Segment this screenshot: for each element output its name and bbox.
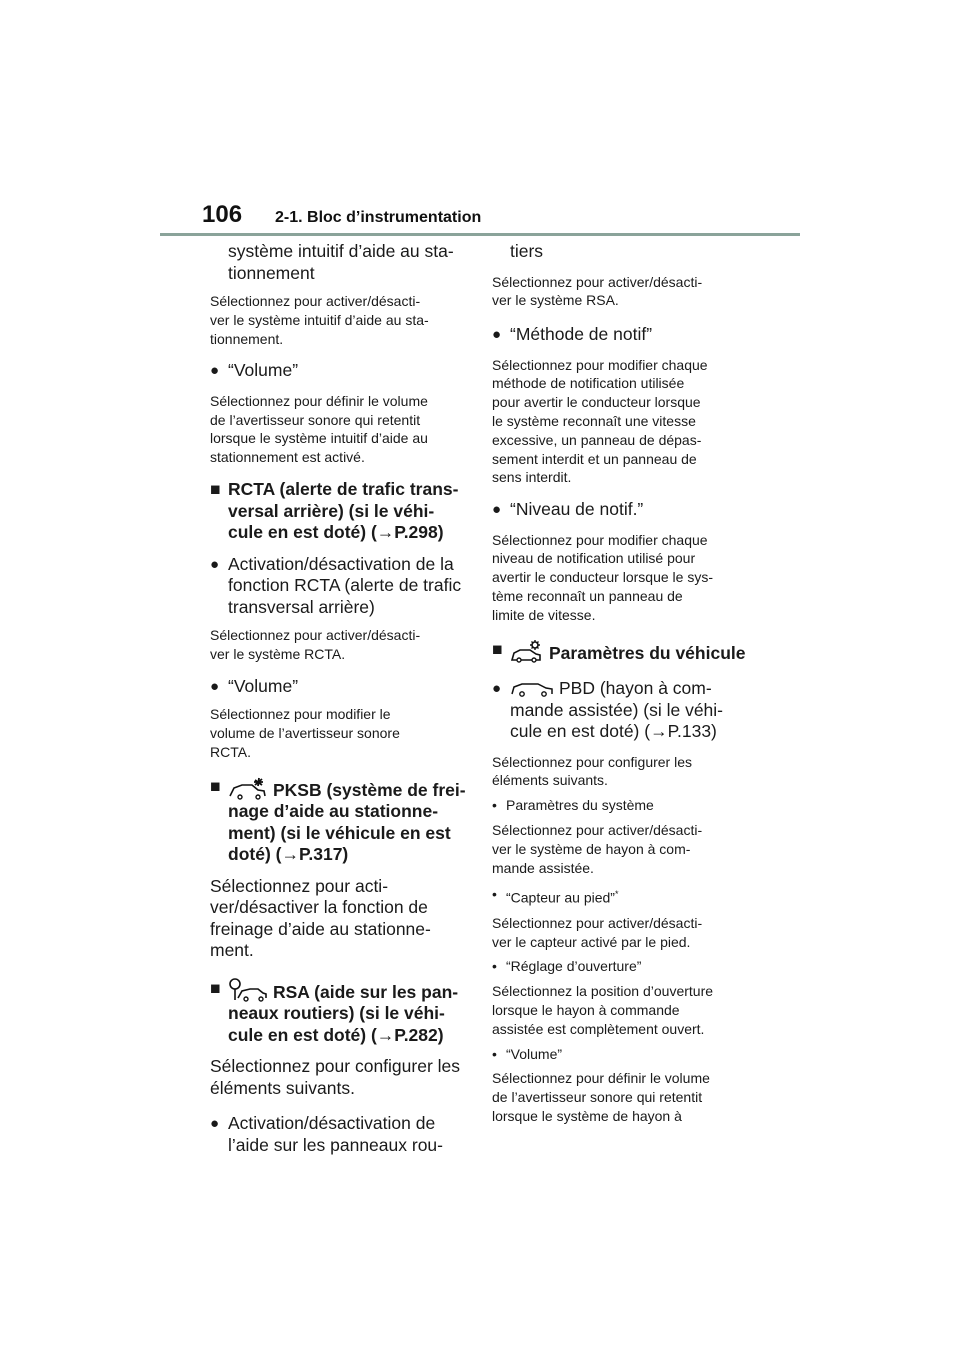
rcta-desc: Sélectionnez pour activer/désacti- ver le système RCTA. — [210, 627, 421, 662]
car-gear-icon — [510, 639, 544, 663]
bullet-dot: ● — [492, 680, 502, 698]
pksb-heading: ■ PKSB (système de frei- nage d’aide au stationne- ment) (si le véhicule en est doté) (→P.317) — [210, 775, 466, 865]
volume-2-desc: Sélectionnez pour modifier le volume de l’avertisseur sonore RCTA. — [210, 706, 400, 760]
rsa-desc: Sélectionnez pour configurer les éléments suivants. — [210, 1056, 461, 1098]
system-params-desc: Sélectionnez pour activer/désacti- ver le système de hayon à com- mande assistée. — [492, 822, 703, 876]
opening-item: • “Réglage d’ouverture” — [492, 958, 642, 975]
car-outline-icon — [510, 678, 554, 698]
square-marker: ■ — [210, 977, 221, 998]
continuation-line: tiers — [510, 241, 544, 261]
opening-desc: Sélectionnez la position d’ouverture lorsque le hayon à commande assistée est complètement ouvert. — [492, 983, 714, 1037]
volume-item-3: • “Volume” — [492, 1045, 563, 1062]
right-column — [492, 241, 754, 1126]
notif-level-bullet: ● “Niveau de notif.” — [492, 499, 644, 520]
rsa-continuation-desc: Sélectionnez pour activer/désacti- ver le système RSA. — [492, 273, 703, 309]
foot-sensor-item: • “Capteur au pied”* — [492, 886, 619, 907]
intro-line-1: système intuitif d’aide au sta- — [228, 241, 454, 261]
intro-line-2: tionnement — [228, 262, 315, 283]
rcta-heading: ■ RCTA (alerte de trafic trans- versal arrière) (si le véhi- cule en est doté) (→P.298) — [210, 479, 459, 543]
footnote-mark: * — [614, 889, 619, 900]
notif-level-desc: Sélectionnez pour modifier chaque niveau de notification utilisé pour avertir le conducteur lorsque le sys- tème reconnaît un panneau de limite de vitesse. — [492, 531, 713, 623]
car-brake-icon — [228, 776, 268, 800]
section-title: 2-1. Bloc d’instrumentation — [275, 209, 482, 226]
bullet-dot: ● — [210, 1115, 220, 1133]
bullet-dot: ● — [210, 362, 220, 380]
bullet-dot: ● — [492, 326, 502, 344]
pbd-desc: Sélectionnez pour configurer les éléments suivants. — [492, 753, 693, 789]
volume-bullet-2: ● “Volume” — [210, 675, 299, 696]
pksb-desc: Sélectionnez pour acti- ver/désactiver la fonction de freinage d’aide au stationne- ment. — [210, 875, 431, 961]
notif-method-bullet: ● “Méthode de notif” — [492, 324, 653, 345]
intro-desc: Sélectionnez pour activer/désacti- ver le système intuitif d’aide au sta- tionnement. — [210, 293, 429, 347]
system-params-item: • Paramètres du système — [492, 797, 654, 814]
volume-bullet-1: ● “Volume” — [210, 360, 299, 381]
header-divider — [160, 233, 800, 236]
square-marker: ■ — [492, 638, 503, 659]
page-number: 106 — [202, 201, 243, 228]
left-column — [210, 241, 472, 1156]
rcta-bullet: ● Activation/désactivation de la fonction RCTA (alerte de trafic transversal arrière) — [210, 553, 462, 617]
vehicle-settings-heading: ■ Paramètres du véhicule — [492, 638, 746, 663]
volume-1-desc: Sélectionnez pour définir le volume de l’avertisseur sonore qui retentit lorsque le système intuitif d’aide au stationnement est activé. — [210, 392, 428, 466]
square-marker: ■ — [210, 775, 221, 796]
rsa-bullet: ● Activation/désactivation de l’aide sur les panneaux rou- — [210, 1113, 443, 1155]
notif-method-desc: Sélectionnez pour modifier chaque méthode de notification utilisée pour avertir le conducteur lorsque le système reconnaît une vitesse excessive, un panneau de dépas- sement interdit et un panneau de sens interdit. — [492, 356, 708, 486]
square-marker: ■ — [210, 479, 221, 500]
road-sign-car-icon — [228, 978, 268, 1002]
bullet-dot: ● — [210, 677, 220, 695]
rsa-heading: ■ RSA (aide sur les pan- neaux routiers) (si le véhi- cule en est doté) (→P.282) — [210, 977, 459, 1045]
pbd-bullet: ● PBD (hayon à com- mande assistée) (si le véhi- cule en est doté) (→P.133) — [492, 678, 723, 742]
volume-3-desc: Sélectionnez pour définir le volume de l’avertisseur sonore qui retentit lorsque le système de hayon à — [492, 1070, 710, 1125]
foot-sensor-desc: Sélectionnez pour activer/désacti- ver le capteur activé par le pied. — [492, 914, 703, 950]
bullet-dot: ● — [210, 555, 220, 573]
bullet-dot: ● — [492, 501, 502, 519]
